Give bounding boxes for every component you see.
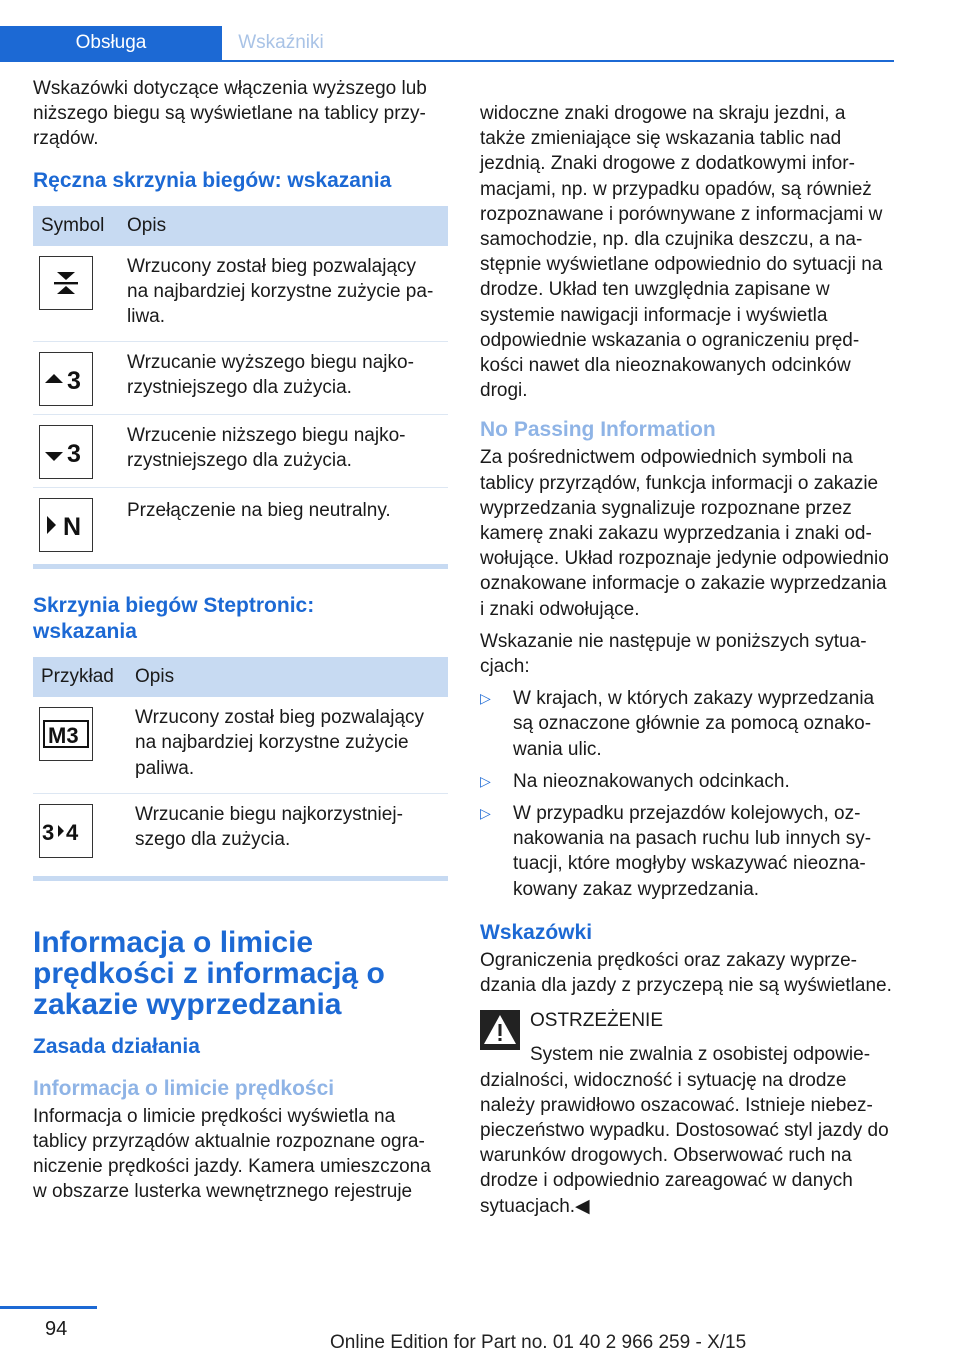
section-heading: Informacja o limicie prędkości z informacją o zakazie wyprzedzania: [33, 925, 385, 1021]
svg-text:4: 4: [66, 819, 79, 845]
svg-text:N: N: [63, 513, 82, 541]
table-row: [33, 342, 448, 415]
optimal-gear-icon: [39, 256, 93, 310]
list-item: ▷ W krajach, w których zakazy wyprzedzania są oznaczone głównie za pomocą oznakowania ulic.: [480, 688, 875, 760]
no-passing-heading: No Passing Information: [480, 418, 716, 442]
downshift-3-icon: [39, 425, 93, 479]
shift-3-to-4-icon: [39, 804, 93, 858]
neutral-icon: [39, 498, 93, 552]
bullet-triangle-icon: ▷: [480, 690, 491, 707]
column-header-example: Przykład: [33, 657, 127, 697]
footer-line: [0, 1306, 97, 1309]
row-description: Wrzucanie wyższego biegu najkorzystniejszego dla zużycia.: [119, 342, 448, 415]
manual-gearbox-heading: Ręczna skrzynia biegów: wskazania: [33, 168, 392, 192]
header-tab-bar: [0, 26, 894, 62]
intro-text: Wskazówki dotyczące włączenia wyższego lub niższego biegu są wyświetlane na tablicy przyrządów.: [33, 78, 427, 150]
steptronic-table: [33, 657, 448, 866]
column-header-description: Opis: [127, 657, 448, 697]
table-header-row: [33, 206, 448, 246]
list-item: ▷ W przypadku przejazdów kolejowych, oznakowania na pasach ruchu lub innych sytuacji, które mogłyby wskazywać nieoznakowany zakaz wyprzedzania.: [480, 803, 872, 900]
row-description: Wrzucony został bieg pozwalający na najbardziej korzystne zużycie paliwa.: [127, 697, 448, 793]
right-column: [480, 101, 896, 1226]
table-row: [33, 488, 448, 561]
row-description: Wrzucony został bieg pozwalający na najbardziej korzystne zużycie paliwa.: [119, 246, 448, 342]
svg-text:3: 3: [67, 367, 81, 395]
bullet-triangle-icon: ▷: [480, 772, 491, 789]
table-row: [33, 697, 448, 793]
steptronic-heading: Skrzynia biegów Steptronic: wskazania: [33, 594, 315, 644]
hints-text: Ograniczenia prędkości oraz zakazy wyprzedzania dla jazdy z przyczepą nie są wyświetlane.: [480, 949, 892, 997]
row-description: Przełączenie na bieg neutralny.: [127, 500, 391, 522]
no-display-text: Wskazanie nie następuje w poniższych sytuacjach:: [480, 630, 867, 678]
column-header-symbol: Symbol: [33, 206, 119, 246]
no-passing-text: Za pośrednictwem odpowiednich symboli na tablicy przyrządów, funkcja informacji o zakazie wyprzedzania sygnalizuje rozpoznane przez kamerę znaki zakazu wyprzedzania i znaki odwołujące. Układ rozpoznaje jedynie odpowiednio oznakowane informacje o zakazie wyprzedzania i znaki odwołujące.: [480, 447, 889, 620]
page-number: 94: [45, 1318, 68, 1340]
table-row: [33, 415, 448, 488]
column-header-description: Opis: [119, 206, 448, 246]
hints-heading: Wskazówki: [480, 920, 593, 944]
manual-gearbox-table: [33, 206, 448, 561]
row-description: Wrzucanie biegu najkorzystniejszego dla zużycia.: [135, 803, 403, 851]
speed-limit-text: Informacja o limicie prędkości wyświetla na tablicy przyrządów aktualnie rozpoznane ograniczenie prędkości jazdy. Kamera umieszczona w obszarze lusterka wewnętrznego rejestruje: [33, 1105, 431, 1203]
table-end-bar: [33, 876, 448, 881]
speed-limit-heading: Informacja o limicie prędkości: [33, 1076, 335, 1100]
bullet-triangle-icon: ▷: [480, 805, 491, 822]
m3-icon: [39, 707, 93, 761]
edition-text: Online Edition for Part no. 01 40 2 966 259 - X/15: [330, 1332, 747, 1353]
tab-obsluga[interactable]: Obsługa: [0, 26, 222, 60]
svg-text:3: 3: [67, 440, 81, 468]
continued-text: widoczne znaki drogowe na skraju jezdni, a także zmieniające się wskazania tablic nad jezdnią. Znaki drogowe z dodatkowymi informacjami, np. w przypadku opadów, są również rozpoznawane i porównywane z informacjami w samochodzie, np. dla czujnika deszczu, a następnie wyświetlane odpowiednio do sytuacji na drodze. Układ ten uwzględnia zapisane w systemie nawigacji informacje i wyświetla odpowiednie wskazania o ograniczeniu prędkości nawet dla nieoznakowanych odcinków drogi.: [480, 103, 883, 402]
warning-triangle-icon: [480, 1010, 520, 1055]
principle-heading: Zasada działania: [33, 1034, 200, 1058]
warning-title: OSTRZEŻENIE: [530, 1010, 664, 1032]
list-item: ▷ Na nieoznakowanych odcinkach.: [480, 769, 896, 794]
row-description: Wrzucenie niższego biegu najkorzystniejszego dla zużycia.: [119, 415, 448, 488]
warning-block: [480, 1008, 896, 1056]
table-end-bar: [33, 564, 448, 569]
table-header-row: [33, 657, 448, 697]
upshift-3-icon: [39, 352, 93, 406]
svg-text:3: 3: [42, 819, 55, 845]
tab-wskazniki[interactable]: Wskaźniki: [238, 32, 324, 53]
warning-text: System nie zwalnia z osobistej odpowiedzialności, widoczność i sytuację na drodze należy prawidłowo oszacować. Istnieje niebezpieczeństwo wypadku. Dostosować styl jazdy do warunków drogowych. Obserwować ruch na drodze i odpowiednio zareagować w danych sytuacjach.◀: [480, 1044, 889, 1217]
table-row: [33, 793, 448, 866]
situations-list: [480, 686, 896, 902]
svg-text:M3: M3: [48, 723, 79, 749]
table-row: [33, 246, 448, 342]
left-column: [33, 76, 448, 1212]
